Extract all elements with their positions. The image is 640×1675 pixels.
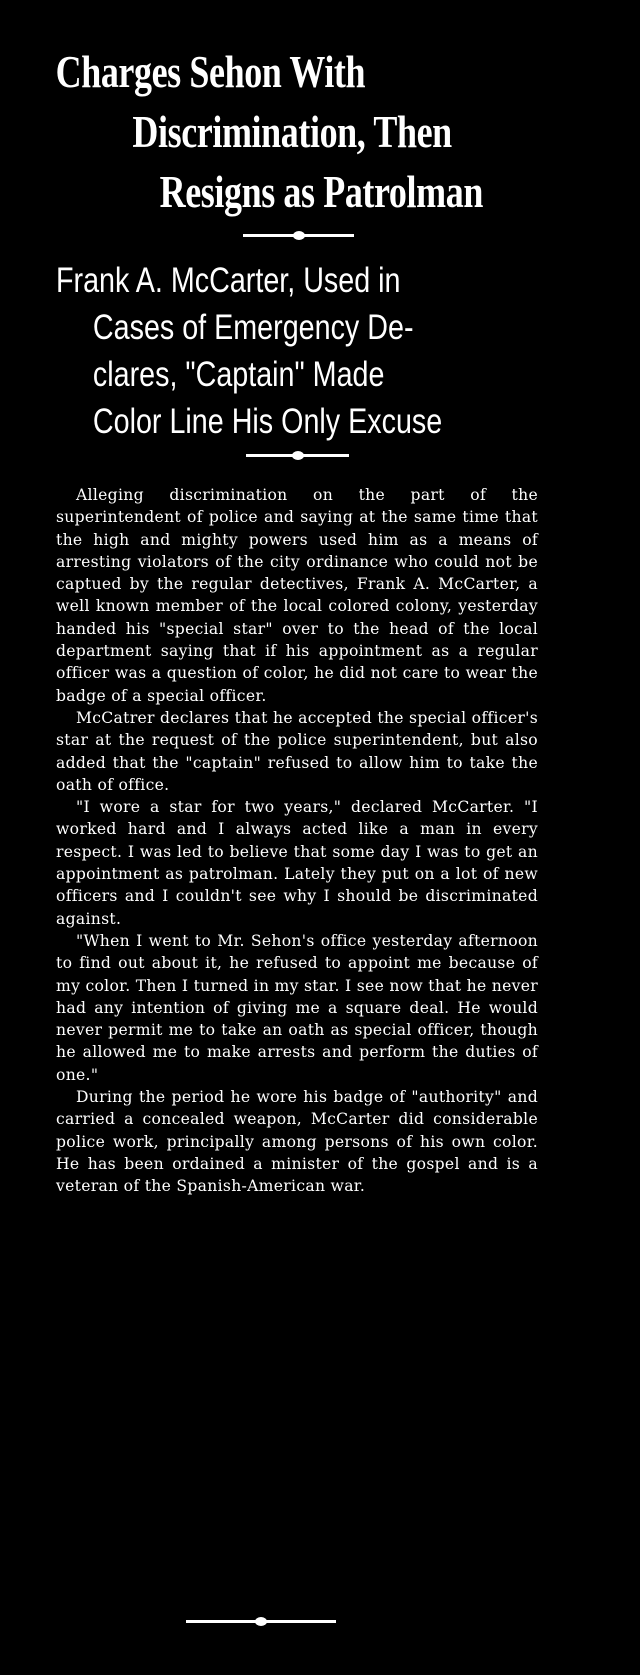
paragraph: "When I went to Mr. Sehon's office yesterday afternoon to find out about it, he refused to appoint me because of my color. Then I turned in my star. I see now that he never had any intention of giving me a square deal. He would never permit me to take an oath as special officer, though he allowed me to make arrests and perform the duties of one." — [56, 931, 539, 1084]
paragraph: "I wore a star for two years," declared McCarter. "I worked hard and I always acted like a man in every respect. I was led to believe that some day I was to get an appointment as patrolman. Lately they put on a lot of new officers and I couldn't see why I should be discriminated against. — [56, 798, 538, 928]
deck-line-4: Color Line His Only Excuse — [92, 402, 443, 441]
end-rule — [186, 1620, 336, 1623]
deck-line-3: clares, "Captain" Made — [92, 355, 385, 394]
paragraph: McCatrer declares that he accepted the special officer's star at the request of the police superintendent, but also added that the "captain" refused to allow him to take the oath of office. — [56, 708, 538, 794]
rule-ornament-icon — [255, 1617, 267, 1626]
rule-ornament-icon — [293, 231, 305, 240]
divider-rule — [246, 454, 349, 457]
deck-line-1: Frank A. McCarter, Used in — [56, 261, 401, 300]
headline — [30, 42, 494, 222]
subheadline-deck — [56, 257, 515, 445]
rule-ornament-icon — [292, 451, 304, 460]
headline-line-3: Resigns as Patrolman — [159, 167, 483, 217]
paragraph: During the period he wore his badge of "authority" and carried a concealed weapon, McCarter did considerable police work, principally among persons of his own color. He has been ordained a minister of the gospel and is a veteran of the Spanish-American war. — [56, 1088, 538, 1196]
divider-rule — [243, 234, 354, 237]
deck-line-2: Cases of Emergency De- — [92, 308, 414, 347]
headline-line-1: Charges Sehon With — [55, 47, 366, 97]
headline-line-2: Discrimination, Then — [132, 107, 452, 157]
article-body — [56, 484, 538, 1198]
paragraph: Alleging discrimination on the part of the superintendent of police and saying at the same time that the high and mighty powers used him as a means of arresting violators of the city ordinance who could not be captued by the regular detectives, Frank A. McCarter, a well known member of the local colored colony, yesterday handed his "special star" over to the head of the local department saying that if his appointment as a regular officer was a question of color, he did not care to wear the badge of a special officer. — [56, 486, 538, 705]
